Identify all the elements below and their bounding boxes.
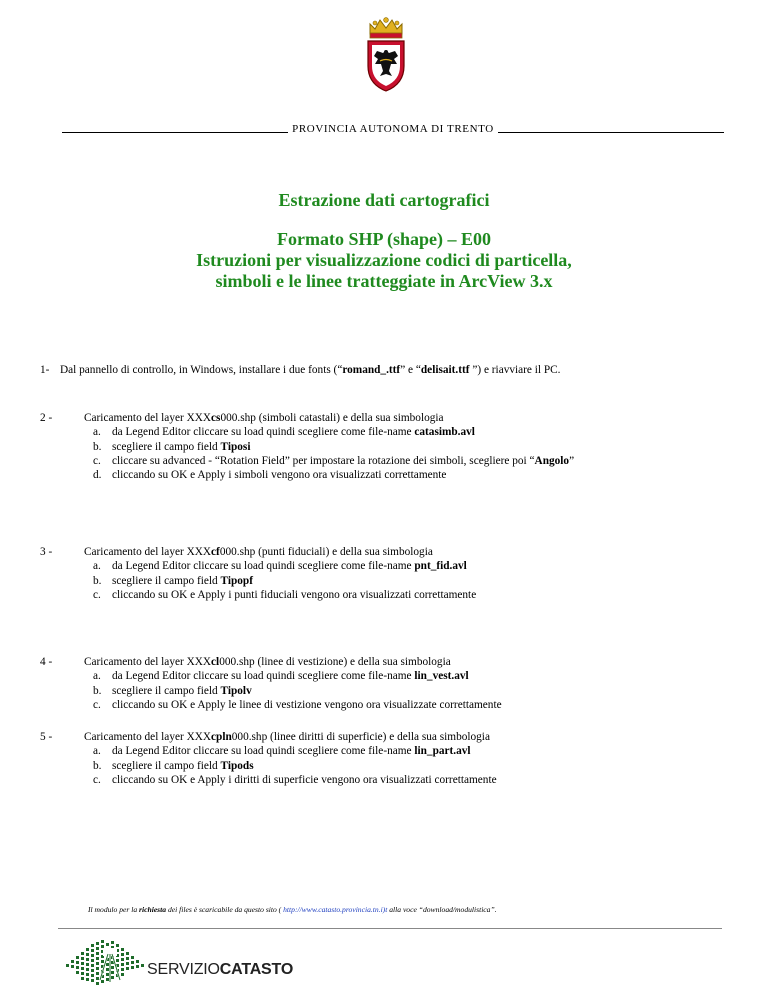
substep: b. scegliere il campo field Tiposi xyxy=(93,440,251,453)
substep-list xyxy=(84,425,734,482)
step-intro: Caricamento del layer XXXcl000.shp (linee di vestizione) e della sua simbologia xyxy=(84,656,451,668)
organization-name: PROVINCIA AUTONOMA DI TRENTO xyxy=(292,123,494,135)
document-subtitle xyxy=(0,229,768,292)
step-body xyxy=(84,655,734,712)
step-body xyxy=(84,730,734,787)
substep: c. cliccare su advanced - “Rotation Field” per impostare la rotazione dei simboli, scegliere poi “Angolo” xyxy=(93,454,575,467)
substep-list xyxy=(84,744,734,787)
substep: b. scegliere il campo field Tipopf xyxy=(93,574,253,587)
subtitle-line-2: Istruzioni per visualizzazione codici di particella, xyxy=(196,250,572,270)
trento-eagle-coat-of-arms-icon xyxy=(364,14,408,94)
substep: d. cliccando su OK e Apply i simboli vengono ora visualizzati correttamente xyxy=(93,469,447,482)
catasto-site-link[interactable]: http://www.catasto.provincia.tn.i)t xyxy=(283,905,388,914)
substep: a. da Legend Editor cliccare su load quindi scegliere come file-name lin_part.avl xyxy=(93,745,471,758)
header-organization-line xyxy=(62,123,724,135)
document-title: Estrazione dati cartografici xyxy=(278,190,490,210)
footer-divider xyxy=(58,928,722,929)
substep: a. da Legend Editor cliccare su load quindi scegliere come file-name catasimb.avl xyxy=(93,426,475,439)
step-intro: Caricamento del layer XXXcpln000.shp (linee diritti di superficie) e della sua simbologia xyxy=(84,731,490,743)
service-catasto-wordmark: SERVIZIOCATASTO xyxy=(147,961,294,978)
subtitle-line-3: simboli e le linee tratteggiate in ArcView 3.x xyxy=(215,271,553,291)
step-number: 5 - xyxy=(40,731,53,743)
step-number: 3 - xyxy=(40,546,53,558)
substep: c. cliccando su OK e Apply i punti fiduciali vengono ora visualizzati correttamente xyxy=(93,588,477,601)
header-rule-right xyxy=(498,132,724,133)
step-body xyxy=(84,411,734,482)
substep: b. scegliere il campo field Tipolv xyxy=(93,684,252,697)
substep: b. scegliere il campo field Tipods xyxy=(93,759,254,772)
step-number: 4 - xyxy=(40,656,53,668)
step-text: Dal pannello di controllo, in Windows, installare i due fonts (“romand_.ttf” e “delisait.ttf ”) e riavviare il PC. xyxy=(60,364,561,376)
substep: a. da Legend Editor cliccare su load quindi scegliere come file-name pnt_fid.avl xyxy=(93,560,467,573)
substep: c. cliccando su OK e Apply i diritti di superficie vengono ora visualizzati correttamente xyxy=(93,773,497,786)
step-body xyxy=(84,545,734,602)
subtitle-line-1: Formato SHP (shape) – E00 xyxy=(277,229,491,249)
step-number: 2 - xyxy=(40,412,53,424)
substep-list xyxy=(84,669,734,712)
step-intro: Caricamento del layer XXXcs000.shp (simboli catastali) e della sua simbologia xyxy=(84,412,444,424)
step-intro: Caricamento del layer XXXcf000.shp (punti fiduciali) e della sua simbologia xyxy=(84,546,433,558)
substep: a. da Legend Editor cliccare su load quindi scegliere come file-name lin_vest.avl xyxy=(93,670,469,683)
footer-note: Il modulo per la richiesta dei files è scaricabile da questo sito ( http://www.catasto.provincia.tn.i)t alla voce “download/modulistica”. xyxy=(88,905,497,914)
substep-list xyxy=(84,559,734,602)
substep: c. cliccando su OK e Apply le linee di vestizione vengono ora visualizzate correttamente xyxy=(93,698,502,711)
step-number: 1- xyxy=(40,364,50,376)
header-rule-left xyxy=(62,132,288,133)
